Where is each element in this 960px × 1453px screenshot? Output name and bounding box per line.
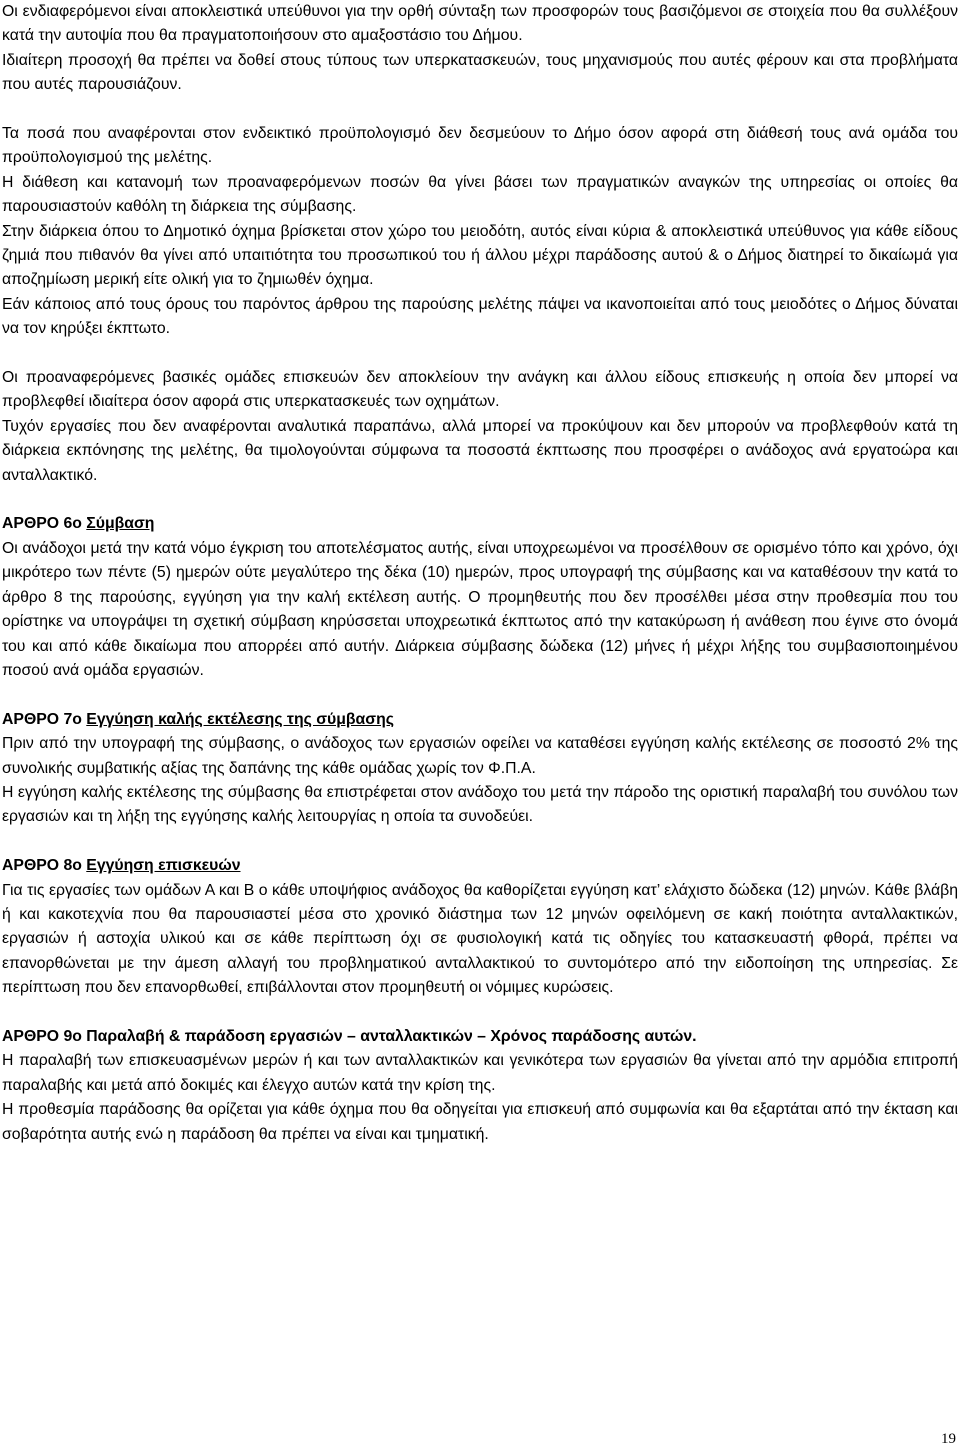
spacer xyxy=(2,342,958,366)
paragraph: Τυχόν εργασίες που δεν αναφέρονται αναλυτικά παραπάνω, αλλά μπορεί να προκύψουν και δεν μπορούν να προβλεφθούν κατά τη διάρκεια εκπόνησης της μελέτης, θα τιμολογούνται σύμφωνα τα ποσοστά έκπτωσης που προσφέρει ο ανάδοχος ανά εργατοώρα και ανταλλακτικό. xyxy=(2,417,958,484)
article-8-number: ΑΡΘΡΟ 8ο xyxy=(2,857,87,875)
paragraph: Τα ποσά που αναφέρονται στον ενδεικτικό προϋπολογισμό δεν δεσμεύουν το Δήμο όσον αφορά στη διάθεσή τους ανά ομάδα του προϋπολογισμού της μελέτης. xyxy=(2,125,958,167)
article-9-paragraph: Η προθεσμία παράδοσης θα ορίζεται για κάθε όχημα που θα οδηγείται για επισκευή από συμφωνία και θα εξαρτάται από την έκταση και σοβαρότητα αυτής ενώ η παράδοση θα πρέπει να είναι και τμηματική. xyxy=(2,1101,958,1143)
article-8-heading xyxy=(2,854,958,878)
spacer xyxy=(2,488,958,512)
paragraph: Οι προαναφερόμενες βασικές ομάδες επισκευών δεν αποκλείουν την ανάγκη και άλλου είδους επισκευής η οποία δεν μπορεί να προβλεφθεί ιδιαίτερα όσον αφορά στις υπερκατασκευές των οχημάτων. xyxy=(2,369,958,411)
spacer xyxy=(2,830,958,854)
article-6-title: Σύμβαση xyxy=(86,515,155,533)
paragraph: Ιδιαίτερη προσοχή θα πρέπει να δοθεί στους τύπους των υπερκατασκευών, τους μηχανισμούς που αυτές φέρουν και στα προβλήματα που αυτές παρουσιάζουν. xyxy=(2,51,958,94)
article-7-paragraph: Πριν από την υπογραφή της σύμβασης, ο ανάδοχος των εργασιών οφείλει να καταθέσει εγγύηση καλής εκτέλεσης σε ποσοστό 2% της συνολικής συμβατικής αξίας της δαπάνης της κάθε ομάδας χωρίς τον Φ.Π.Α. xyxy=(2,735,958,777)
article-7-paragraph: Η εγγύηση καλής εκτέλεσης της σύμβασης θα επιστρέφεται στον ανάδοχο του μετά την πάροδο της οριστική παραλαβή του συνόλου των εργασιών και τη λήξη της εγγύησης καλής λειτουργίας η οποία τα συνοδεύει. xyxy=(2,783,958,826)
article-7-number: ΑΡΘΡΟ 7ο xyxy=(2,710,87,728)
article-9-paragraph: Η παραλαβή των επισκευασμένων μερών ή και των ανταλλακτικών και γενικότερα των εργασιών θα γίνεται από την αρμόδια επιτροπή παραλαβής και μετά από δοκιμές και έλεγχο αυτών κατά την κρίση της. xyxy=(2,1052,958,1094)
document-body xyxy=(2,0,958,1147)
paragraph: Στην διάρκεια όπου το Δημοτικό όχημα βρίσκεται στον χώρο του μειοδότη, αυτός είναι κύρια & αποκλειστικά υπεύθυνος για κάθε είδους ζημιά που πιθανόν θα γίνει από υπαιτιότητα του προσωπικού του ή άλλου μέχρι παράδοσης αυτού & ο Δήμος διατηρεί το δικαίωμά για αποζημίωση μερική είτε ολική για το ζημιωθέν όχημα. xyxy=(2,222,958,289)
spacer xyxy=(2,683,958,707)
page-number: 19 xyxy=(941,1431,956,1447)
article-9-heading: ΑΡΘΡΟ 9ο Παραλαβή & παράδοση εργασιών – ανταλλακτικών – Χρόνος παράδοσης αυτών. xyxy=(2,1027,697,1045)
paragraph: Εάν κάποιος από τους όρους του παρόντος άρθρου της παρούσης μελέτης πάψει να ικανοποιείται από τους μειοδότες ο Δήμος δύναται να τον κηρύξει έκπτωτο. xyxy=(2,295,958,338)
article-8-title: Εγγύηση επισκευών xyxy=(86,857,241,875)
article-6-heading xyxy=(2,512,958,536)
article-6-number: ΑΡΘΡΟ 6ο xyxy=(2,515,87,533)
article-7-heading xyxy=(2,708,958,732)
article-7-title: Εγγύηση καλής εκτέλεσης της σύμβασης xyxy=(86,710,394,728)
paragraph: Οι ενδιαφερόμενοι είναι αποκλειστικά υπεύθυνοι για την ορθή σύνταξη των προσφορών τους βασιζόμενοι σε στοιχεία που θα συλλέξουν κατά την αυτοψία που θα πραγματοποιήσουν στο αμαξοστάσιο του Δήμου. xyxy=(2,3,958,45)
article-8-body: Για τις εργασίες των ομάδων Α και Β ο κάθε υποψήφιος ανάδοχος θα καθορίζεται εγγύηση κατ’ ελάχιστο δώδεκα (12) μηνών. Κάθε βλάβη ή και κακοτεχνία που θα παρουσιαστεί μέσα στο χρονικό διάστημα των 12 μηνών οφειλόμενη σε κακή ποιότητα ανταλλακτικών, εργασιών ή αστοχία υλικού και σε κάθε περίπτωση όχι σε φυσιολογική κατά τις οδηγίες του κατασκευαστή φθορά, πρέπει να επανορθώνεται με την άμεση αλλαγή του προβληματικού ανταλλακτικού το συντομότερο από την ειδοποίηση της υπηρεσίας. Σε περίπτωση που δεν επανορθωθεί, επιβάλλονται στον προμηθευτή οι νόμιμες κυρώσεις. xyxy=(2,881,958,997)
spacer xyxy=(2,1001,958,1025)
paragraph: Η διάθεση και κατανομή των προαναφερόμενων ποσών θα γίνει βάσει των πραγματικών αναγκών της υπηρεσίας οι οποίες θα παρουσιαστούν καθόλη τη διάρκεια της σύμβασης. xyxy=(2,173,958,216)
article-6-body: Οι ανάδοχοι μετά την κατά νόμο έγκριση του αποτελέσματος αυτής, είναι υποχρεωμένοι να προσέλθουν σε ορισμένο τόπο και χρόνο, όχι μικρότερο των πέντε (5) ημερών ούτε μεγαλύτερο της δέκα (10) ημερών, προς υπογραφή της σύμβασης και να καταθέσουν την κατά το άρθρο 8 της παρούσης, εγγύηση για την καλή εκτέλεση αυτής. Ο προμηθευτής που δεν προσέλθει μέσα στην προθεσμία που του ορίστηκε να υπογράψει τη σχετική σύμβαση κηρύσσεται υποχρεωτικά έκπτωτος από την κατακύρωση ή ανάθεση που έγινε στο όνομά του και από κάθε δικαίωμα που απορρέει από αυτήν. Διάρκεια σύμβασης δώδεκα (12) μήνες ή μέχρι λήξης του συμβασιοποιημένου ποσού ανά ομάδα εργασιών. xyxy=(2,539,958,679)
spacer xyxy=(2,98,958,122)
